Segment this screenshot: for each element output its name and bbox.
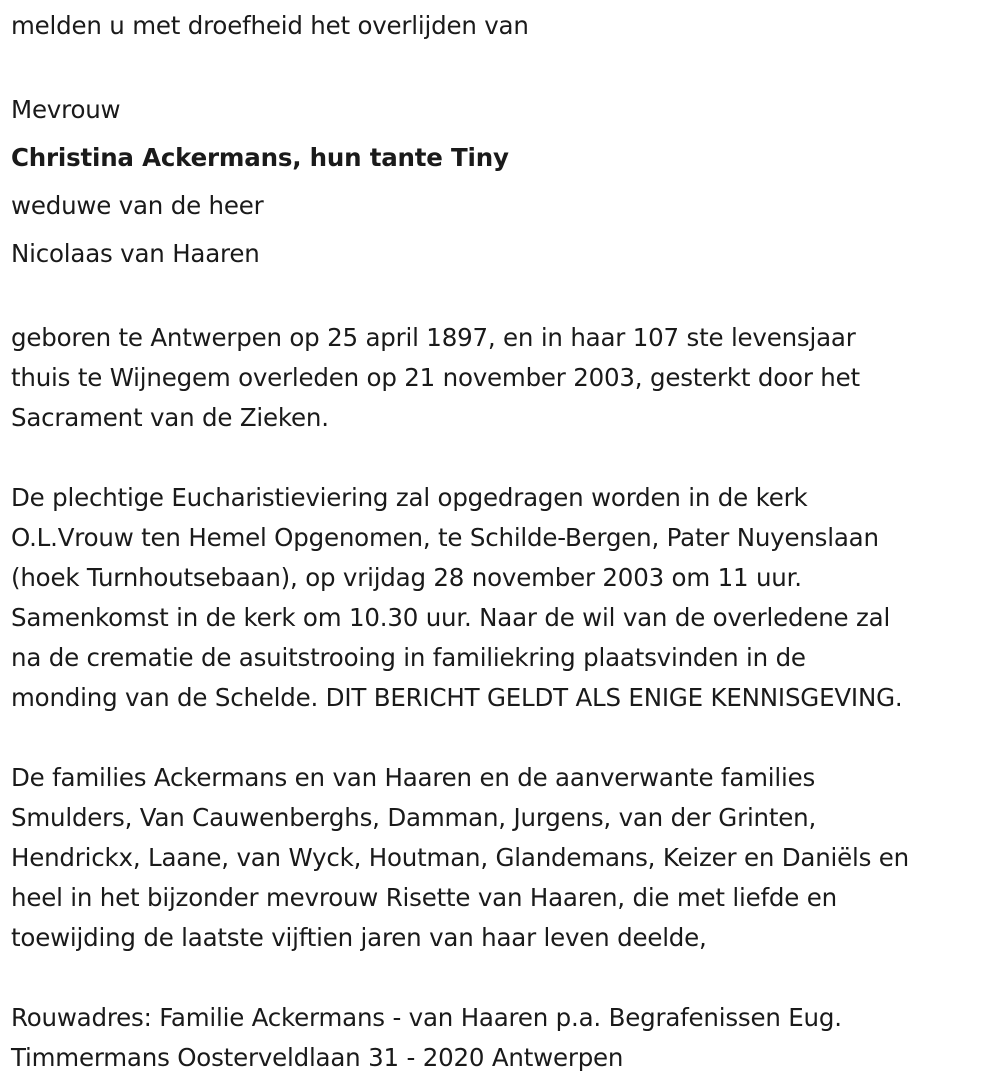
paragraph-line: geboren te Antwerpen op 25 april 1897, en in haar 107 ste levensjaar (11, 323, 856, 352)
paragraph-line: De families Ackermans en van Haaren en de aanverwante families (11, 763, 816, 792)
paragraph-line: Hendrickx, Laane, van Wyck, Houtman, Glandemans, Keizer en Daniëls en (11, 843, 909, 872)
ceremony-paragraph (11, 478, 996, 718)
widow-of-line: weduwe van de heer (11, 191, 264, 220)
honorific: Mevrouw (11, 95, 121, 124)
paragraph-line: Rouwadres: Familie Ackermans - van Haaren p.a. Begrafenissen Eug. (11, 1003, 842, 1032)
address-paragraph (11, 998, 996, 1078)
paragraph-line: O.L.Vrouw ten Hemel Opgenomen, te Schilde-Bergen, Pater Nuyenslaan (11, 523, 879, 552)
paragraph-line: toewijding de laatste vijftien jaren van haar leven deelde, (11, 923, 707, 952)
spacer (11, 278, 996, 318)
spacer (11, 438, 996, 478)
spacer (11, 46, 996, 86)
deceased-name: Christina Ackermans, hun tante Tiny (11, 143, 509, 172)
paragraph-line: Sacrament van de Zieken. (11, 403, 329, 432)
paragraph-line: De plechtige Eucharistieviering zal opgedragen worden in de kerk (11, 483, 808, 512)
families-paragraph (11, 758, 996, 958)
paragraph-line: Timmermans Oosterveldlaan 31 - 2020 Antwerpen (11, 1043, 624, 1072)
paragraph-line: heel in het bijzonder mevrouw Risette van Haaren, die met liefde en (11, 883, 837, 912)
spouse-name: Nicolaas van Haaren (11, 239, 260, 268)
spacer (11, 958, 996, 998)
intro-line: melden u met droefheid het overlijden van (11, 11, 529, 40)
paragraph-line: Samenkomst in de kerk om 10.30 uur. Naar de wil van de overledene zal (11, 603, 891, 632)
paragraph-line: Smulders, Van Cauwenberghs, Damman, Jurgens, van der Grinten, (11, 803, 817, 832)
paragraph-line: (hoek Turnhoutsebaan), op vrijdag 28 november 2003 om 11 uur. (11, 563, 802, 592)
paragraph-line: thuis te Wijnegem overleden op 21 november 2003, gesterkt door het (11, 363, 860, 392)
death-notice (11, 6, 996, 1078)
spacer (11, 718, 996, 758)
paragraph-line: na de crematie de asuitstrooing in familiekring plaatsvinden in de (11, 643, 806, 672)
birth-death-paragraph (11, 318, 996, 438)
paragraph-line: monding van de Schelde. DIT BERICHT GELDT ALS ENIGE KENNISGEVING. (11, 683, 903, 712)
